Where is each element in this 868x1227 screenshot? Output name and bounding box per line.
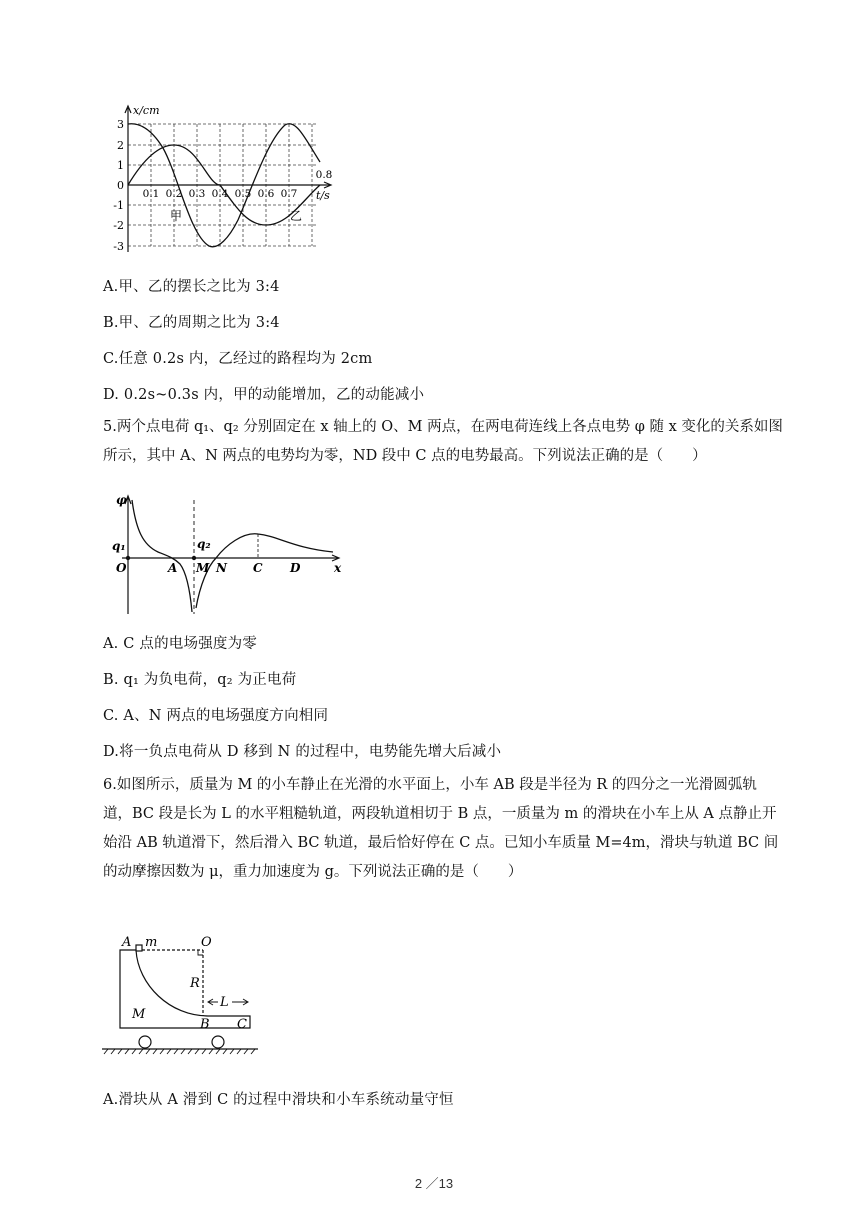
axes <box>125 106 331 252</box>
label-l: L <box>220 995 229 1010</box>
cart-diagram <box>100 930 265 1060</box>
x-tick: 0.3 <box>188 188 206 200</box>
y-tick: 1 <box>117 159 124 172</box>
q2-dot <box>192 556 196 560</box>
q6-stem: 6.如图所示，质量为 M 的小车静止在光滑的水平面上，小车 AB 段是半径为 R 的四分之一光滑圆弧轨道，BC 段是长为 L 的水平粗糙轨道，两段轨道相切于 B 点，一质量为 m 的滑块在小车上从 A 点静止开始沿 AB 轨道滑下，然后滑入 BC 轨道，最后恰好停在 C 点。已知小车质量 M=4m，滑块与轨道 BC 间的动摩擦因数为 μ，重力加速度为 g。下列说法正确的是（ ） <box>103 777 779 880</box>
q1-dot <box>126 556 130 560</box>
label-jia: 甲 <box>170 209 183 223</box>
q5-option-d: D.将一负点电荷从 D 移到 N 的过程中，电势能先增大后减小 <box>103 744 502 760</box>
y-tick: -3 <box>113 240 124 253</box>
y-tick: 0 <box>117 179 124 192</box>
label-b: B <box>200 1017 210 1032</box>
x-tick: 0.7 <box>280 188 298 200</box>
wheel-right <box>212 1036 224 1048</box>
q6-option-a: A.滑块从 A 滑到 C 的过程中滑块和小车系统动量守恒 <box>103 1092 454 1108</box>
label-cart-mass: M <box>132 1007 146 1022</box>
q2-label: q₂ <box>197 537 211 551</box>
q5-option-b: B. q₁ 为负电荷，q₂ 为正电荷 <box>103 672 297 688</box>
y-tick: 2 <box>117 139 124 152</box>
oscillation-graph <box>108 100 348 260</box>
label-o: O <box>201 935 212 950</box>
x-tick: 0.4 <box>211 188 229 200</box>
y-axis-label: x/cm <box>133 104 160 117</box>
point-c: C <box>253 561 263 575</box>
q4-option-a: A.甲、乙的摆长之比为 3:4 <box>103 279 280 295</box>
label-r: R <box>190 976 200 991</box>
x-tick: 0.6 <box>257 188 275 200</box>
q5-stem: 5.两个点电荷 q₁、q₂ 分别固定在 x 轴上的 O、M 两点，在两电荷连线上各点电势 φ 随 x 变化的关系如图所示，其中 A、N 两点的电势均为零，ND 段中 C 点的电势最高。下列说法正确的是（ ） <box>103 419 783 464</box>
x-tick: 0.5 <box>234 188 252 200</box>
x-tick: 0.2 <box>165 188 183 200</box>
right-angle-mark <box>198 950 203 955</box>
ground-hatch <box>104 1049 255 1054</box>
q5-option-a: A. C 点的电场强度为零 <box>103 636 257 652</box>
page-number: 2 ／13 <box>414 1176 454 1191</box>
y-tick-labels <box>113 118 124 253</box>
axes <box>122 496 339 614</box>
q4-option-d: D. 0.2s~0.3s 内，甲的动能增加，乙的动能减小 <box>103 387 425 403</box>
phi-label: φ <box>116 493 127 507</box>
y-tick: -1 <box>113 199 124 212</box>
q5-option-c: C. A、N 两点的电场强度方向相同 <box>103 708 329 724</box>
label-m: m <box>145 935 158 950</box>
y-tick: -2 <box>113 219 124 232</box>
x-tick: 0.1 <box>142 188 160 200</box>
potential-graph <box>108 490 358 618</box>
q1-label: q₁ <box>112 539 126 553</box>
point-a: A <box>168 561 178 575</box>
point-d: D <box>290 561 301 575</box>
q4-option-b: B.甲、乙的周期之比为 3:4 <box>103 315 280 331</box>
wheel-left <box>139 1036 151 1048</box>
y-tick: 3 <box>117 118 124 131</box>
x-axis-label: t/s <box>316 189 330 202</box>
point-o: O <box>116 561 127 575</box>
slider-block <box>136 945 142 951</box>
point-n: N <box>216 561 227 575</box>
potential-curve-left <box>132 500 192 612</box>
point-m: M <box>196 561 210 575</box>
label-yi: 乙 <box>290 209 303 223</box>
q4-option-c: C.任意 0.2s 内，乙经过的路程均为 2cm <box>103 351 373 367</box>
label-a: A <box>122 935 132 950</box>
label-c: C <box>237 1017 247 1032</box>
x-tick: 0.8 <box>315 169 333 181</box>
x-axis-label: x <box>334 561 342 575</box>
